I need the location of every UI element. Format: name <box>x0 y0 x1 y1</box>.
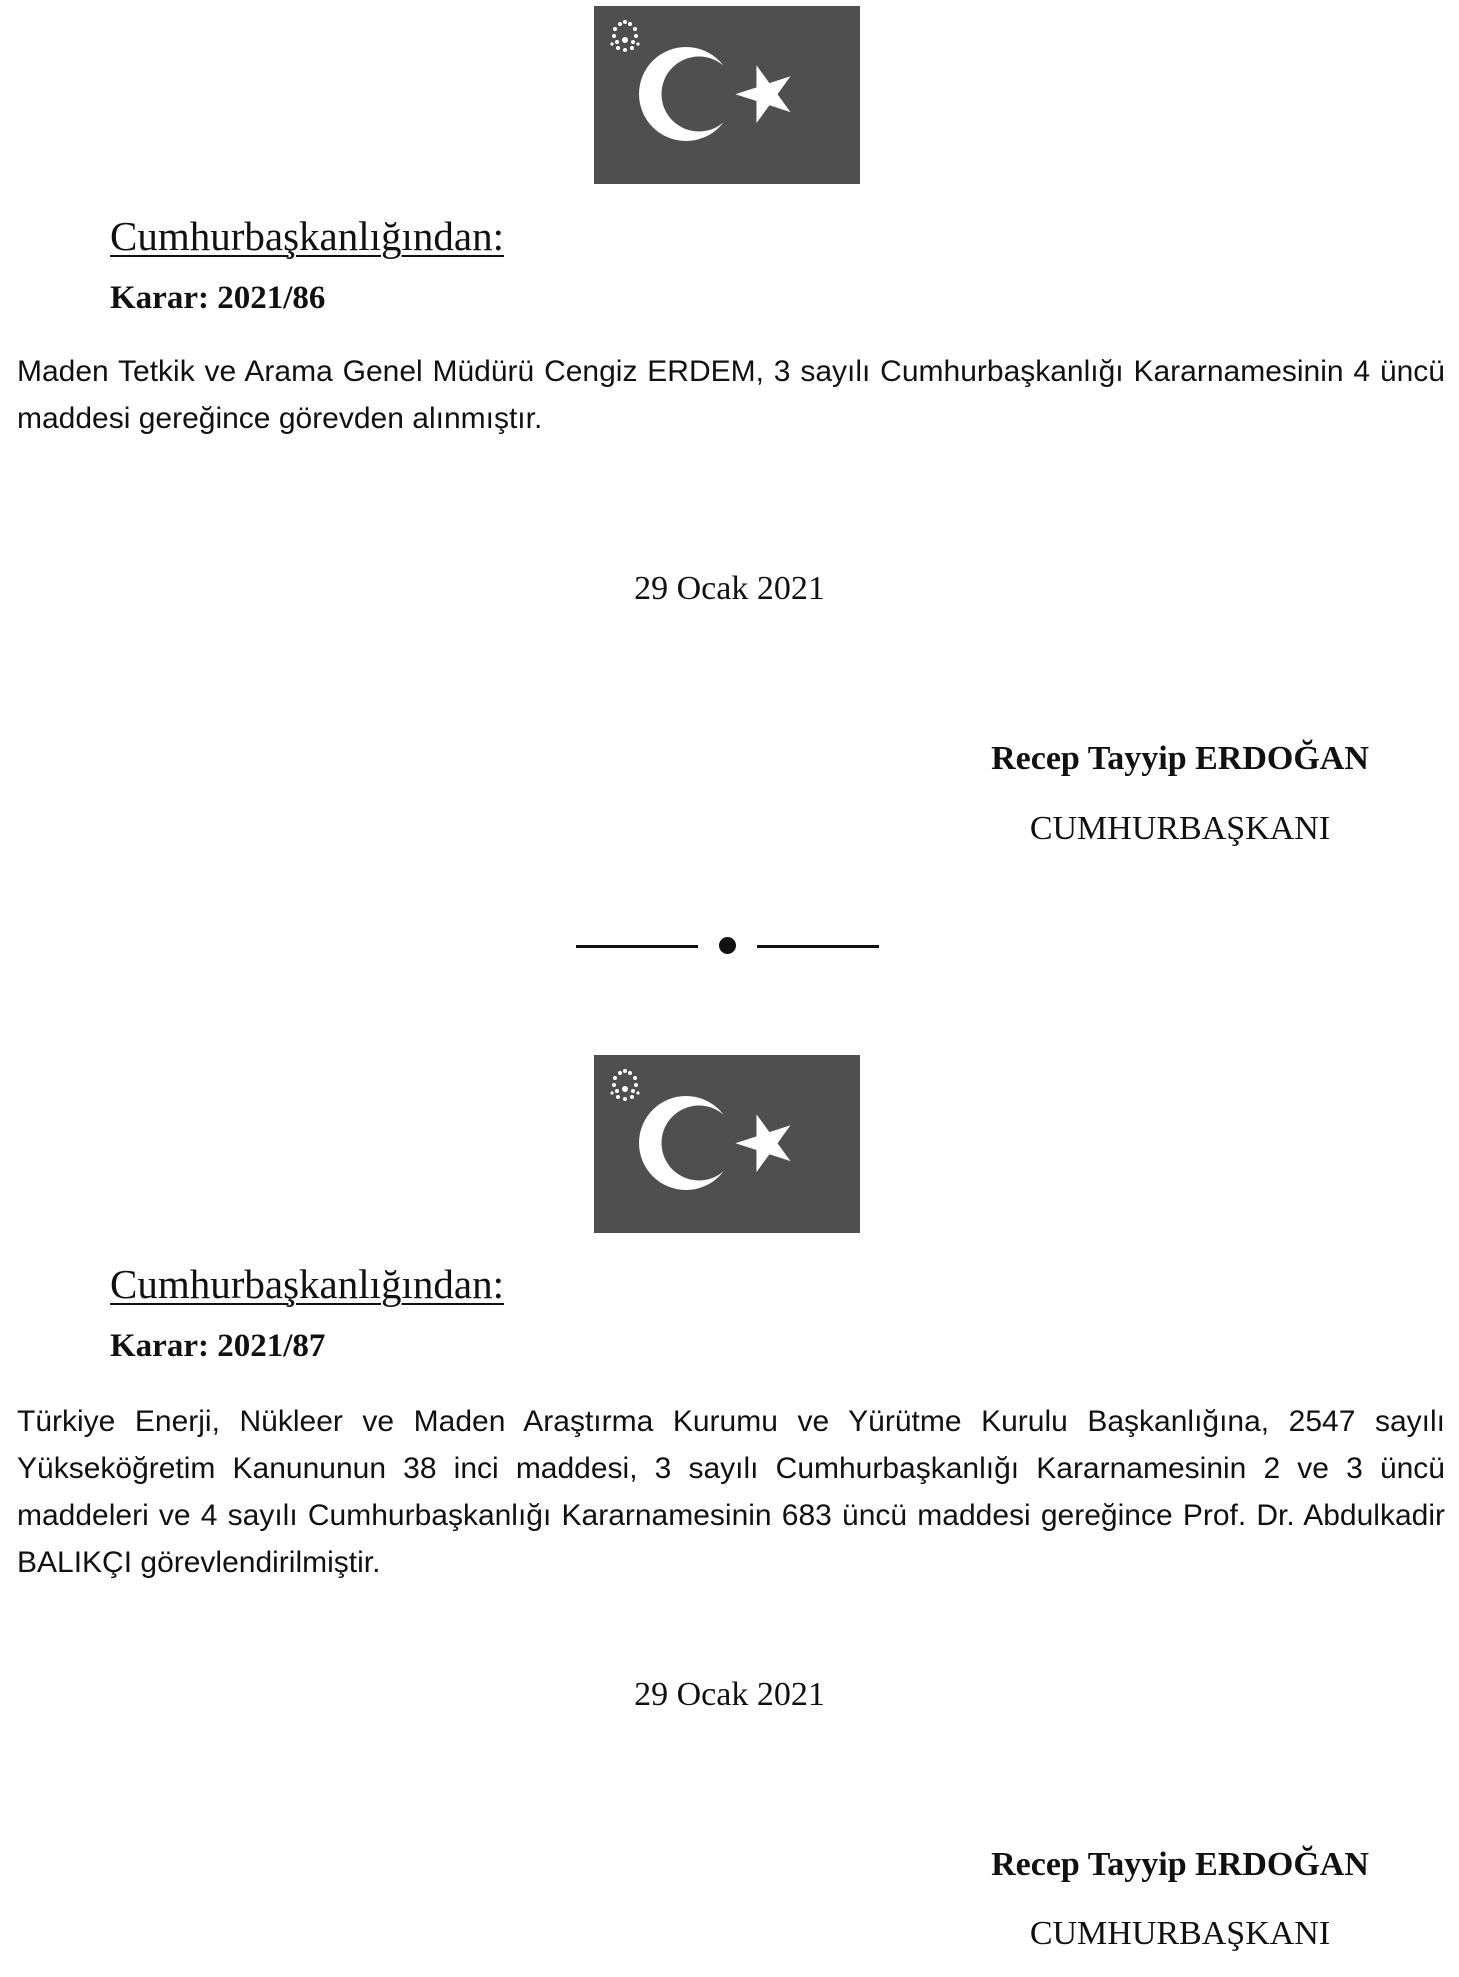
decree-date: 29 Ocak 2021 <box>634 570 825 607</box>
presidential-flag-icon <box>594 1055 860 1233</box>
separator-dot-icon <box>719 937 736 954</box>
signature-name: Recep Tayyip ERDOĞAN <box>991 1846 1369 1883</box>
decree-body: Türkiye Enerji, Nükleer ve Maden Araştırma Kurumu ve Yürütme Kurulu Başkanlığına, 2547 sayılı Yükseköğretim Kanununun 38 inci maddesi, 3 sayılı Cumhurbaşkanlığı Kararnamesinin 2 ve 3 üncü maddeleri ve 4 sayılı Cumhurbaşkanlığı Kararnamesinin 683 üncü maddesi gereğince Prof. Dr. Abdulkadir BALIKÇI görevlendirilmiştir. <box>17 1405 1445 1579</box>
decree-date: 29 Ocak 2021 <box>634 1676 825 1713</box>
decree-number: Karar: 2021/86 <box>110 280 326 316</box>
decree-heading: Cumhurbaşkanlığından: <box>110 213 505 259</box>
signature-title: CUMHURBAŞKANI <box>1029 1915 1331 1952</box>
crescent-star-icon <box>594 1055 860 1233</box>
presidential-flag-icon <box>594 6 860 184</box>
decree-body: Maden Tetkik ve Arama Genel Müdürü Cengiz ERDEM, 3 sayılı Cumhurbaşkanlığı Kararnamesinin 4 üncü maddesi gereğince görevden alınmıştır. <box>17 355 1445 435</box>
signature-title: CUMHURBAŞKANI <box>1029 810 1331 847</box>
decree-number: Karar: 2021/87 <box>110 1328 326 1364</box>
decree-heading: Cumhurbaşkanlığından: <box>110 1261 505 1307</box>
section-separator <box>576 930 882 960</box>
crescent-star-icon <box>594 6 860 184</box>
separator-line-left <box>576 945 698 948</box>
separator-line-right <box>757 945 879 948</box>
signature-name: Recep Tayyip ERDOĞAN <box>991 740 1369 777</box>
